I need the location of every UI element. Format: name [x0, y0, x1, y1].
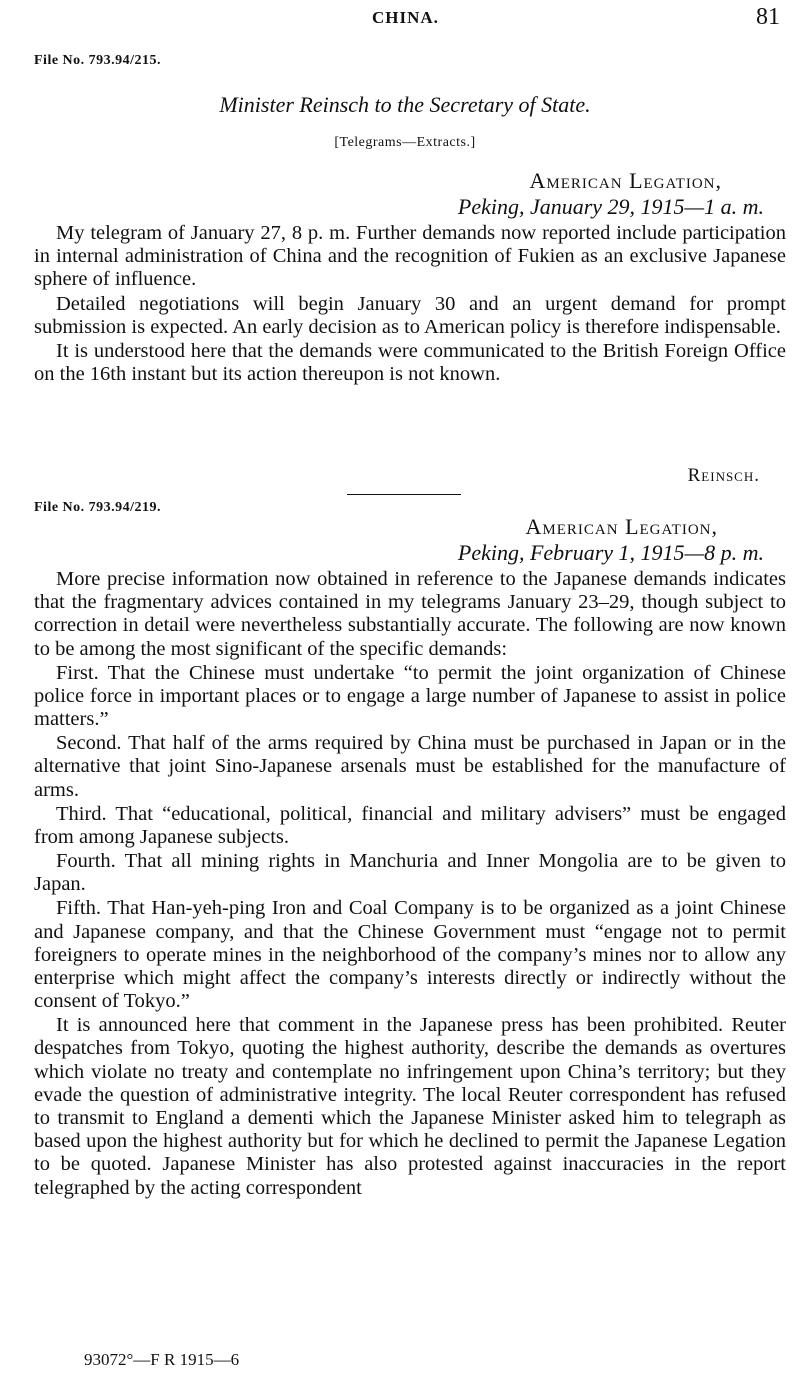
- paragraph: Second. That half of the arms required by China must be purchased in Japan or in the alternative that joint Sino-Japanese arsenals must be established for the manufacture of arms.: [34, 732, 786, 801]
- paragraph: It is announced here that comment in the Japanese press has been prohibited. Reuter despatches from Tokyo, quoting the highest authority, describe the demands as overtures which violate no treaty and contemplate no infringement upon China’s territory; but they evade the question of administrative integrity. The local Reuter correspondent has refused to transmit to England a dementi which the Japanese Minister asked him to telegraph as based upon the highest authority but for which he declined to permit the Japanese Legation to be quoted. Japanese Minister has also protested against inaccuracies in the report telegraphed by the acting correspondent: [34, 1014, 786, 1199]
- paragraph: First. That the Chinese must undertake “to permit the joint organization of Chinese police force in important places or to engage a large number of Japanese to assist in police matters.”: [34, 661, 786, 731]
- paragraph: Detailed negotiations will begin January 30 and an urgent demand for prompt submission is expected. An early decision as to American policy is therefore indispensable.: [34, 292, 786, 338]
- page-number: 81: [756, 4, 780, 30]
- paragraph: It is understood here that the demands were communicated to the British Foreign Office on the 16th instant but its action thereupon is not known.: [34, 339, 786, 385]
- document-subtitle: [Telegrams—Extracts.]: [334, 135, 476, 150]
- telegram-2-body: [34, 568, 786, 1201]
- legation-line: American Legation,: [525, 514, 718, 539]
- file-number-1: File No. 793.94/215.: [34, 53, 162, 68]
- paragraph: My telegram of January 27, 8 p. m. Further demands now reported include participation in internal administration of China and the recognition of Fukien as an exclusive Japanese sphere of influence.: [34, 222, 786, 291]
- section-divider: [347, 494, 461, 495]
- print-signature-footer: 93072°—F R 1915—6: [84, 1350, 240, 1369]
- legation-line: American Legation,: [529, 168, 722, 193]
- running-head: [0, 4, 810, 34]
- paragraph: Fourth. That all mining rights in Manchuria and Inner Mongolia are to be given to Japan.: [34, 850, 786, 896]
- running-head-title: CHINA.: [372, 8, 439, 27]
- paragraph: More precise information now obtained in reference to the Japanese demands indicates that the fragmentary advices contained in my telegrams January 23–29, though subject to correction in detail were nevertheless substantially accurate. The following are now known to be among the most significant of the specific demands:: [34, 568, 786, 660]
- dateline-2: [458, 514, 764, 566]
- paragraph: Fifth. That Han-yeh-ping Iron and Coal Company is to be organized as a joint Chinese and Japanese company, and that the Chinese Government must “engage not to permit foreigners to operate mines in the neighborhood of the company’s mines nor to allow any enterprise which might affect the company’s interests directly or indirectly without the consent of Tokyo.”: [34, 897, 786, 1013]
- dateline-1: [458, 168, 764, 220]
- place-date-line: Peking, February 1, 1915—8 p. m.: [457, 540, 764, 565]
- telegram-1-body: [34, 222, 786, 387]
- file-number-2: File No. 793.94/219.: [34, 500, 162, 515]
- signature: Reinsch.: [687, 465, 760, 486]
- place-date-line: Peking, January 29, 1915—1 a. m.: [457, 194, 764, 219]
- paragraph: Third. That “educational, political, financial and military advisers” must be engaged from among Japanese subjects.: [34, 802, 786, 848]
- document-title: Minister Reinsch to the Secretary of State.: [219, 92, 591, 117]
